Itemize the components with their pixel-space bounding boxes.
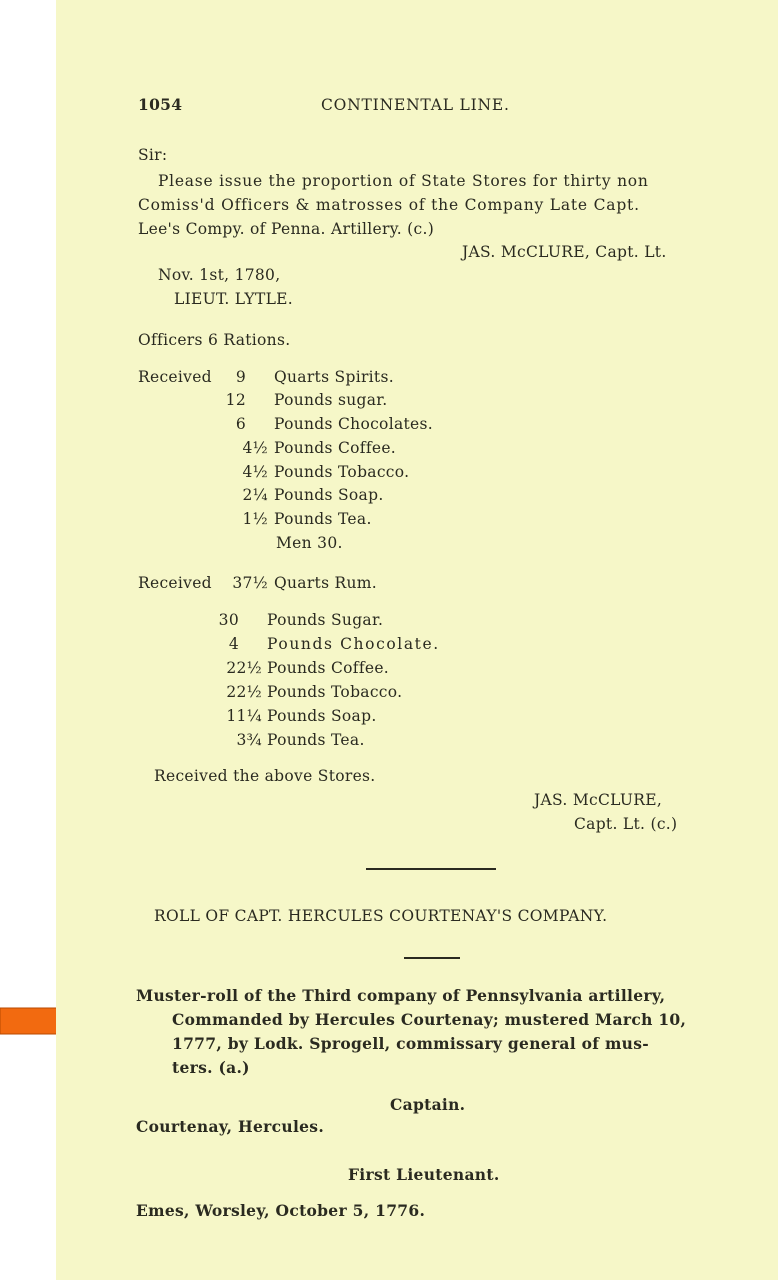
letter-addressee: LIEUT. LYTLE.: [174, 290, 294, 308]
letter-line: Comiss'd Officers & matrosses of the Company Late Capt.: [138, 196, 640, 214]
receipt-signature-name: JAS. McCLURE,: [534, 791, 663, 809]
ration-qty: 2¼: [242, 486, 268, 504]
ration-item: Pounds Soap.: [267, 707, 377, 725]
receipt-signature-title: Capt. Lt. (c.): [574, 815, 678, 833]
ration-qty: 4: [228, 635, 239, 653]
ration-item: Pounds Tobacco.: [267, 683, 403, 701]
men-count: Men 30.: [276, 534, 343, 552]
ration-qty: 30: [218, 611, 239, 629]
ration-item: Quarts Spirits.: [274, 368, 394, 386]
received-label: Received: [138, 574, 212, 592]
received-label: Received: [138, 368, 212, 386]
letter-line: Lee's Compy. of Penna. Artillery. (c.): [138, 220, 435, 238]
ration-qty: 4½: [242, 439, 268, 457]
section-divider: [404, 957, 460, 959]
ration-qty: 22½: [226, 659, 262, 677]
ration-item: Pounds Tobacco.: [274, 463, 410, 481]
ration-item: Pounds Coffee.: [274, 439, 397, 457]
ration-item: Pounds Coffee.: [267, 659, 390, 677]
ration-item: Pounds Chocolate.: [267, 635, 440, 653]
captain-name: Courtenay, Hercules.: [136, 1117, 325, 1136]
roll-intro-line: Muster-roll of the Third company of Pennsylvania artillery,: [136, 986, 666, 1005]
ration-qty: 12: [225, 391, 246, 409]
letter-signature: JAS. McCLURE, Capt. Lt.: [462, 243, 667, 261]
ration-item: Pounds Sugar.: [267, 611, 384, 629]
ration-item: Pounds sugar.: [274, 391, 388, 409]
ration-qty: 3¾: [236, 731, 262, 749]
ration-item: Pounds Tea.: [274, 510, 372, 528]
roll-intro-line: ters. (a.): [172, 1058, 250, 1077]
section-divider: [366, 868, 496, 870]
ration-qty: 4½: [242, 463, 268, 481]
roll-intro-line: Commanded by Hercules Courtenay; mustered March 10,: [172, 1010, 687, 1029]
rank-heading-first-lieutenant: First Lieutenant.: [348, 1165, 500, 1184]
running-title: CONTINENTAL LINE.: [321, 96, 510, 114]
first-lieutenant-entry: Emes, Worsley, October 5, 1776.: [136, 1201, 426, 1220]
letter-line: Please issue the proportion of State Stores for thirty non: [158, 172, 649, 190]
receipt-line: Received the above Stores.: [154, 767, 376, 785]
roll-heading: ROLL OF CAPT. HERCULES COURTENAY'S COMPANY.: [154, 907, 608, 925]
ration-qty: 9: [235, 368, 246, 386]
ration-item: Pounds Tea.: [267, 731, 365, 749]
letter-date: Nov. 1st, 1780,: [158, 266, 281, 284]
page-number: 1054: [138, 95, 183, 114]
roll-intro-line: 1777, by Lodk. Sprogell, commissary general of mus-: [172, 1034, 649, 1053]
salutation: Sir:: [138, 146, 168, 164]
ration-item: Pounds Soap.: [274, 486, 384, 504]
ration-qty: 6: [235, 415, 246, 433]
ration-qty: 37½: [232, 574, 268, 592]
ration-qty: 11¼: [226, 707, 262, 725]
ration-qty: 22½: [226, 683, 262, 701]
book-page: [56, 0, 778, 1280]
rank-heading-captain: Captain.: [390, 1095, 466, 1114]
ration-item: Quarts Rum.: [274, 574, 378, 592]
officers-heading: Officers 6 Rations.: [138, 331, 291, 349]
ration-qty: 1½: [242, 510, 268, 528]
ration-item: Pounds Chocolates.: [274, 415, 433, 433]
